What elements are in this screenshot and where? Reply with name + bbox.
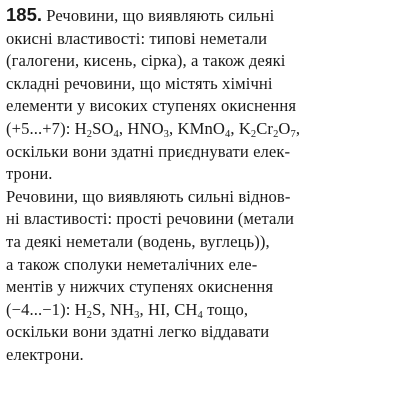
formula-h2s: $H_2S$: [74, 299, 102, 321]
text-line: (галогени, кисень, сірка), а також деякі: [6, 51, 286, 71]
paragraph-oxidizers: [6, 4, 396, 186]
exercise-number: 185.: [6, 4, 43, 25]
text-line: ні властивості: прості речовини (метали: [6, 209, 295, 229]
formula-kmno4: KMnO$_4$: [177, 118, 231, 140]
text-line: Речовини, що виявляють сильні віднов-: [6, 186, 291, 206]
text-line: трони.: [6, 164, 53, 184]
text-line-formulas: (+5...+7): $H_2SO_4$, $HNO_3$, KMnO$_4$, $K_2Cr_2O_7$,: [6, 118, 301, 140]
formula-hi: HI: [148, 299, 166, 319]
text-line: та деякі неметали (водень, вуглець)),: [6, 231, 270, 251]
text-line: ментів у нижчих ступенях окиснення: [6, 277, 274, 297]
text-line: оскільки вони здатні приєднувати елек-: [6, 141, 291, 161]
text-line: окисні властивості: типові неметали: [6, 28, 268, 48]
formula-k2cr2o7: $K_2Cr_2O_7$: [238, 118, 296, 140]
text-line: електрони.: [6, 344, 84, 364]
formula-nh3: $NH_3$: [109, 299, 140, 321]
text-line: 185. Речовини, що виявляють сильні: [6, 4, 275, 25]
text-line-formulas: (−4...−1): $H_2S$, $NH_3$, HI, $CH_4$ тощо,: [6, 299, 249, 321]
text-line: оскільки вони здатні легко віддавати: [6, 322, 270, 342]
formula-hno3: $HNO_3$: [127, 118, 170, 140]
paragraph-reducers: [6, 186, 396, 367]
formula-h2so4: $H_2SO_4$: [74, 118, 119, 140]
text-line: елементи у високих ступенях окиснення: [6, 96, 297, 116]
text-line: а також сполуки неметалічних еле-: [6, 254, 258, 274]
text-line: складні речовини, що містять хімічні: [6, 73, 273, 93]
formula-ch4: $CH_4$: [174, 299, 203, 321]
